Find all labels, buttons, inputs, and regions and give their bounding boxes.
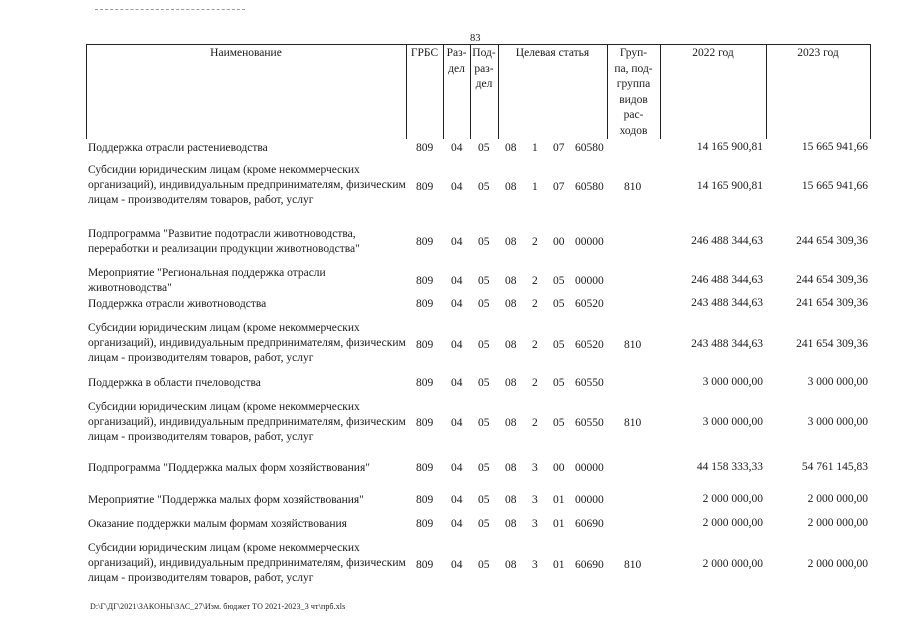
row-2023: 241 654 309,36 bbox=[796, 338, 868, 350]
row-name: Субсидии юридическим лицам (кроме некоммерческих организаций), индивидуальным предпринимателям, физическим лицам - производителям товаров, работ, услуг bbox=[88, 164, 406, 207]
row-target-subprogram: 3 bbox=[532, 518, 538, 530]
row-name: Мероприятие "Поддержка малых форм хозяйствования" bbox=[88, 494, 364, 506]
header-group: Груп- па, под- группа видов рас- ходов bbox=[614, 47, 653, 137]
row-grbs: 809 bbox=[416, 339, 434, 351]
row-2022: 3 000 000,00 bbox=[702, 416, 763, 428]
row-razdel: 04 bbox=[451, 142, 463, 154]
header-grbs: ГРБС bbox=[410, 47, 439, 59]
row-2023: 2 000 000,00 bbox=[807, 493, 868, 505]
row-target-program: 08 bbox=[505, 142, 517, 154]
row-target-event: 05 bbox=[553, 377, 565, 389]
row-target-subprogram: 1 bbox=[532, 181, 538, 193]
row-grbs: 809 bbox=[416, 298, 434, 310]
row-name: Субсидии юридическим лицам (кроме некоммерческих организаций), индивидуальным предпринимателям, физическим лицам - производителям товаров, работ, услуг bbox=[88, 322, 406, 365]
row-2023: 244 654 309,36 bbox=[796, 235, 868, 247]
row-target-event: 01 bbox=[553, 494, 565, 506]
scan-dash-mark bbox=[95, 9, 245, 10]
row-2022: 246 488 344,63 bbox=[691, 274, 763, 286]
row-target-program: 08 bbox=[505, 518, 517, 530]
row-target-subprogram: 1 bbox=[532, 142, 538, 154]
row-podrazdel: 05 bbox=[478, 559, 490, 571]
header-2023: 2023 год bbox=[797, 47, 839, 59]
row-razdel: 04 bbox=[451, 298, 463, 310]
row-target-event: 01 bbox=[553, 559, 565, 571]
row-razdel: 04 bbox=[451, 417, 463, 429]
row-target-code: 60520 bbox=[575, 298, 604, 310]
row-podrazdel: 05 bbox=[478, 181, 490, 193]
row-target-code: 00000 bbox=[575, 236, 604, 248]
row-target-program: 08 bbox=[505, 339, 517, 351]
row-razdel: 04 bbox=[451, 518, 463, 530]
row-2023: 15 665 941,66 bbox=[801, 180, 868, 192]
row-2022: 14 165 900,81 bbox=[696, 141, 763, 153]
row-razdel: 04 bbox=[451, 462, 463, 474]
row-target-event: 05 bbox=[553, 417, 565, 429]
row-target-code: 60690 bbox=[575, 559, 604, 571]
row-grbs: 809 bbox=[416, 181, 434, 193]
row-target-event: 05 bbox=[553, 339, 565, 351]
row-name: Поддержка в области пчеловодства bbox=[88, 377, 261, 389]
row-target-event: 01 bbox=[553, 518, 565, 530]
row-name: Оказание поддержки малым формам хозяйствования bbox=[88, 518, 347, 530]
row-name: Субсидии юридическим лицам (кроме некоммерческих организаций), индивидуальным предпринимателям, физическим лицам - производителям товаров, работ, услуг bbox=[88, 542, 406, 585]
row-target-code: 00000 bbox=[575, 275, 604, 287]
row-razdel: 04 bbox=[451, 494, 463, 506]
row-grbs: 809 bbox=[416, 494, 434, 506]
row-target-subprogram: 2 bbox=[532, 339, 538, 351]
row-2023: 2 000 000,00 bbox=[807, 517, 868, 529]
header-divider bbox=[870, 44, 871, 139]
row-grbs: 809 bbox=[416, 518, 434, 530]
row-target-program: 08 bbox=[505, 559, 517, 571]
row-target-program: 08 bbox=[505, 377, 517, 389]
row-target-program: 08 bbox=[505, 298, 517, 310]
row-target-event: 00 bbox=[553, 236, 565, 248]
header-2022: 2022 год bbox=[692, 47, 734, 59]
header-name: Наименование bbox=[210, 47, 282, 59]
row-target-code: 00000 bbox=[575, 462, 604, 474]
row-2023: 2 000 000,00 bbox=[807, 558, 868, 570]
row-podrazdel: 05 bbox=[478, 462, 490, 474]
row-target-code: 60690 bbox=[575, 518, 604, 530]
row-target-program: 08 bbox=[505, 462, 517, 474]
row-2022: 3 000 000,00 bbox=[702, 376, 763, 388]
row-grbs: 809 bbox=[416, 142, 434, 154]
row-2022: 246 488 344,63 bbox=[691, 235, 763, 247]
row-razdel: 04 bbox=[451, 559, 463, 571]
row-target-code: 60550 bbox=[575, 417, 604, 429]
row-podrazdel: 05 bbox=[478, 494, 490, 506]
row-2023: 3 000 000,00 bbox=[807, 376, 868, 388]
row-name: Подпрограмма "Развитие подотрасли животноводства, переработки и реализации продукции животноводства" bbox=[88, 228, 360, 256]
row-target-code: 60580 bbox=[575, 181, 604, 193]
row-target-subprogram: 2 bbox=[532, 298, 538, 310]
row-expense-group: 810 bbox=[624, 181, 642, 193]
row-2022: 2 000 000,00 bbox=[702, 493, 763, 505]
row-2022: 243 488 344,63 bbox=[691, 338, 763, 350]
row-2023: 3 000 000,00 bbox=[807, 416, 868, 428]
row-2022: 2 000 000,00 bbox=[702, 558, 763, 570]
header-razdel: Раз- дел bbox=[446, 47, 467, 75]
row-podrazdel: 05 bbox=[478, 339, 490, 351]
row-podrazdel: 05 bbox=[478, 298, 490, 310]
row-name: Мероприятие "Региональная поддержка отрасли животноводства" bbox=[88, 267, 326, 295]
row-expense-group: 810 bbox=[624, 339, 642, 351]
row-name: Подпрограмма "Поддержка малых форм хозяйствования" bbox=[88, 462, 370, 474]
row-grbs: 809 bbox=[416, 462, 434, 474]
row-target-code: 60550 bbox=[575, 377, 604, 389]
row-razdel: 04 bbox=[451, 275, 463, 287]
row-grbs: 809 bbox=[416, 377, 434, 389]
row-2023: 54 761 145,83 bbox=[801, 461, 868, 473]
row-target-program: 08 bbox=[505, 275, 517, 287]
row-podrazdel: 05 bbox=[478, 377, 490, 389]
row-2022: 243 488 344,63 bbox=[691, 297, 763, 309]
row-grbs: 809 bbox=[416, 559, 434, 571]
row-target-code: 60520 bbox=[575, 339, 604, 351]
row-podrazdel: 05 bbox=[478, 518, 490, 530]
row-name: Субсидии юридическим лицам (кроме некоммерческих организаций), индивидуальным предпринимателям, физическим лицам - производителям товаров, работ, услуг bbox=[88, 401, 406, 444]
row-target-subprogram: 2 bbox=[532, 417, 538, 429]
row-target-program: 08 bbox=[505, 494, 517, 506]
footer-file-path: D:\Г\ДГ\2021\ЗАКОНЫ\ЗАС_27\Изм. бюджет ТО 2021-2023_3 чт\прб.xls bbox=[90, 602, 346, 611]
row-target-subprogram: 2 bbox=[532, 236, 538, 248]
row-target-program: 08 bbox=[505, 181, 517, 193]
row-razdel: 04 bbox=[451, 339, 463, 351]
row-target-program: 08 bbox=[505, 417, 517, 429]
row-podrazdel: 05 bbox=[478, 275, 490, 287]
row-grbs: 809 bbox=[416, 275, 434, 287]
page-number: 83 bbox=[470, 33, 481, 44]
row-grbs: 809 bbox=[416, 417, 434, 429]
row-podrazdel: 05 bbox=[478, 142, 490, 154]
row-podrazdel: 05 bbox=[478, 417, 490, 429]
header-podrazdel: Под- раз- дел bbox=[472, 47, 496, 90]
row-name: Поддержка отрасли животноводства bbox=[88, 298, 267, 310]
row-grbs: 809 bbox=[416, 236, 434, 248]
row-2022: 44 158 333,33 bbox=[696, 461, 763, 473]
row-podrazdel: 05 bbox=[478, 236, 490, 248]
row-target-code: 60580 bbox=[575, 142, 604, 154]
row-target-event: 07 bbox=[553, 142, 565, 154]
row-target-subprogram: 2 bbox=[532, 377, 538, 389]
row-2023: 241 654 309,36 bbox=[796, 297, 868, 309]
row-razdel: 04 bbox=[451, 236, 463, 248]
row-razdel: 04 bbox=[451, 181, 463, 193]
row-2023: 15 665 941,66 bbox=[801, 141, 868, 153]
row-target-event: 07 bbox=[553, 181, 565, 193]
row-target-event: 05 bbox=[553, 275, 565, 287]
row-2022: 2 000 000,00 bbox=[702, 517, 763, 529]
row-target-code: 00000 bbox=[575, 494, 604, 506]
row-target-event: 05 bbox=[553, 298, 565, 310]
row-target-subprogram: 3 bbox=[532, 559, 538, 571]
row-target-subprogram: 2 bbox=[532, 275, 538, 287]
row-target-subprogram: 3 bbox=[532, 494, 538, 506]
row-razdel: 04 bbox=[451, 377, 463, 389]
row-expense-group: 810 bbox=[624, 559, 642, 571]
row-name: Поддержка отрасли растениеводства bbox=[88, 142, 268, 154]
row-expense-group: 810 bbox=[624, 417, 642, 429]
row-target-event: 00 bbox=[553, 462, 565, 474]
row-target-subprogram: 3 bbox=[532, 462, 538, 474]
row-target-program: 08 bbox=[505, 236, 517, 248]
header-target: Целевая статья bbox=[515, 47, 590, 59]
row-2022: 14 165 900,81 bbox=[696, 180, 763, 192]
row-2023: 244 654 309,36 bbox=[796, 274, 868, 286]
